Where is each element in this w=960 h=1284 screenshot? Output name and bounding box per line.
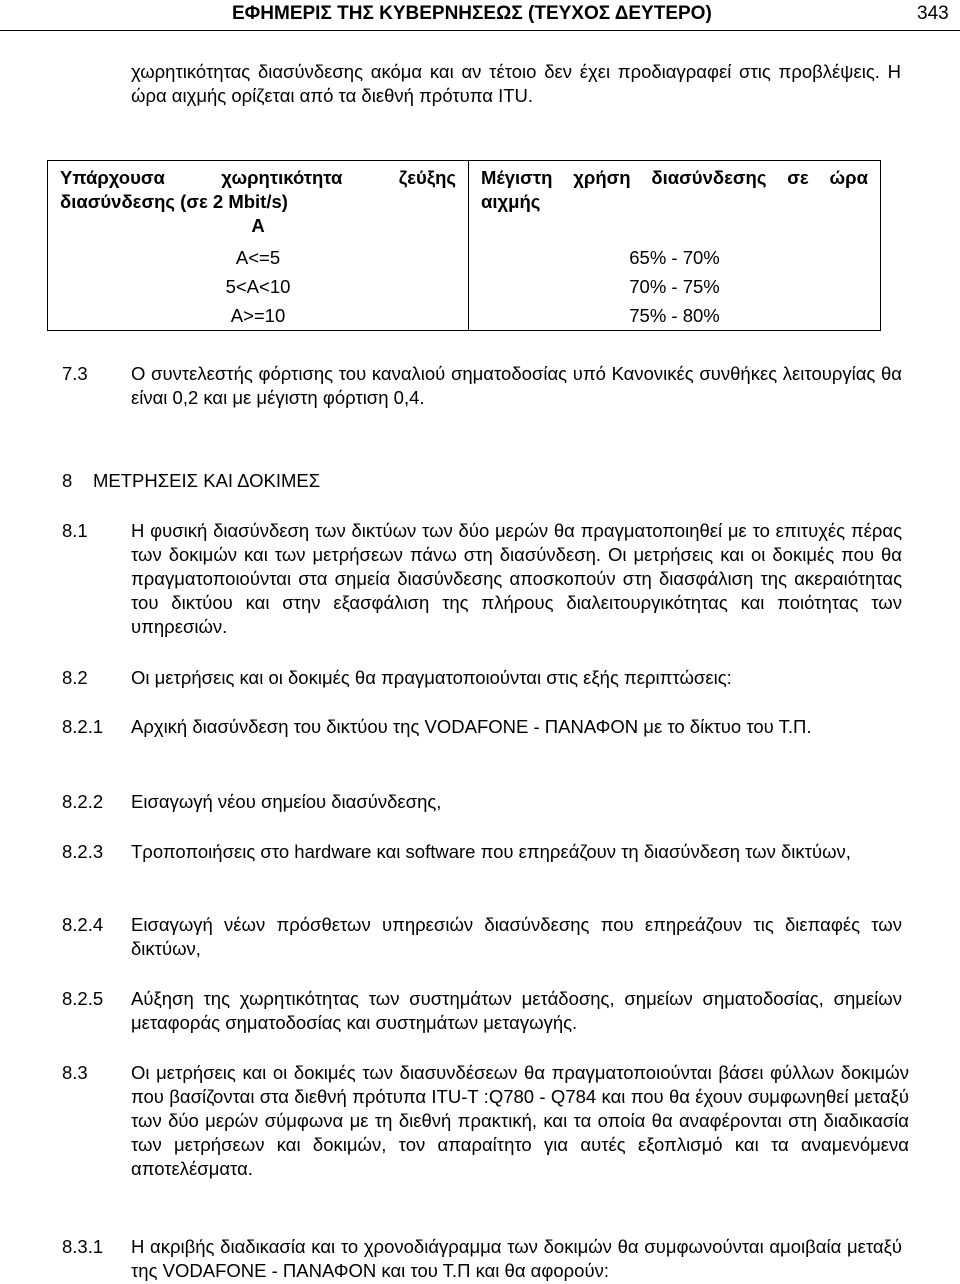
clause-text: Τροποποιήσεις στο hardware και software που επηρεάζουν τη διασύνδεση των δικτύων,: [131, 841, 851, 862]
clause-8-2-2: [62, 790, 902, 814]
clause-8-3-1: [62, 1235, 902, 1283]
section-title: ΜΕΤΡΗΣΕΙΣ ΚΑΙ ΔΟΚΙΜΕΣ: [93, 470, 321, 491]
capacity-header-symbol: A: [251, 215, 265, 236]
usage-table: [47, 160, 881, 331]
clause-text: Η φυσική διασύνδεση των δικτύων των δύο μερών θα πραγματοποιηθεί με το επιτυχές πέρας των δοκιμών και των μετρήσεων πάνω στη διασύνδεση. Οι μετρήσεις και οι δοκιμές που θα πραγματοποιούνται στα σημεία διασύνδεσης αποσκοπούν στη διασφάλιση της ακεραιότητας του δικτύου και στην εξασφάλιση της πλήρους διαλειτουργικότητας και ποιότητας των υπηρεσιών.: [131, 520, 902, 637]
section-8-heading: [62, 469, 320, 493]
clause-text: Οι μετρήσεις και οι δοκιμές των διασυνδέσεων θα πραγματοποιούνται βάσει φύλλων δοκιμών που βασίζονται στα διεθνή πρότυπα ITU-T :Q780 - Q784 και που θα έχουν συμφωνηθεί μεταξύ των δύο μερών σύμφωνα με τη διεθνή πρακτική, και τα οποία θα αναφέρονται στη διαδικασία των μετρήσεων και δοκιμών, τον απαραίτητο για αυτές εξοπλισμό και τα αναμενόμενα αποτελέσματα.: [131, 1062, 909, 1179]
usage-cell: 65% - 70%: [469, 243, 881, 272]
clause-number: 8.3.1: [62, 1236, 104, 1257]
clause-number: 8.2.4: [62, 914, 104, 935]
table-row: [48, 243, 881, 272]
usage-cell: 70% - 75%: [469, 272, 881, 301]
clause-7-3: [62, 362, 902, 410]
clause-number: 8.2.5: [62, 988, 104, 1009]
capacity-header: Υπάρχουσα χωρητικότητα ζεύξης διασύνδεσης (σε 2 Mbit/s): [60, 167, 456, 212]
clause-text: Αρχική διασύνδεση του δικτύου της VODAFONE - ΠΑΝΑΦΟΝ με το δίκτυο του Τ.Π.: [131, 716, 812, 737]
clause-8-2-4: [62, 913, 902, 961]
clause-number: 8.1: [62, 520, 88, 541]
clause-8-2-3: [62, 840, 902, 864]
clause-text: Οι μετρήσεις και οι δοκιμές θα πραγματοποιούνται στις εξής περιπτώσεις:: [131, 667, 732, 688]
capacity-cell: A>=10: [48, 301, 469, 331]
clause-text: Η ακριβής διαδικασία και το χρονοδιάγραμμα των δοκιμών θα συμφωνούνται αμοιβαία μεταξύ της VODAFONE - ΠΑΝΑΦΟΝ και του Τ.Π και θα αφορούν:: [131, 1236, 902, 1281]
usage-cell: 75% - 80%: [469, 301, 881, 331]
capacity-header-cell: [48, 161, 469, 244]
clause-text: Ο συντελεστής φόρτισης του καναλιού σηματοδοσίας υπό Κανονικές συνθήκες λειτουργίας θα είναι 0,2 και με μέγιστη φόρτιση 0,4.: [131, 363, 902, 408]
clause-8-3: [62, 1061, 909, 1181]
clause-number: 7.3: [62, 363, 88, 384]
table-header-row: [48, 161, 881, 244]
clause-text: Εισαγωγή νέων πρόσθετων υπηρεσιών διασύνδεσης που επηρεάζουν τις διεπαφές των δικτύων,: [131, 914, 902, 959]
clause-number: 8.2: [62, 667, 88, 688]
clause-number: 8.2.2: [62, 791, 104, 812]
usage-header-cell: [469, 161, 881, 244]
clause-8-2-5: [62, 987, 902, 1035]
clause-text: Εισαγωγή νέου σημείου διασύνδεσης,: [131, 791, 442, 812]
capacity-cell: 5<A<10: [48, 272, 469, 301]
clause-number: 8.2.3: [62, 841, 104, 862]
capacity-cell: A<=5: [48, 243, 469, 272]
clause-text: Αύξηση της χωρητικότητας των συστημάτων μετάδοσης, σημείων σηματοδοσίας, σημείων μεταφοράς σηματοδοσίας και συστημάτων μεταγωγής.: [131, 988, 902, 1033]
gazette-title: ΕΦΗΜΕΡΙΣ ΤΗΣ ΚΥΒΕΡΝΗΣΕΩΣ (ΤΕΥΧΟΣ ΔΕΥΤΕΡΟ): [232, 3, 712, 24]
clause-8-1: [62, 519, 902, 639]
clause-8-2: [62, 666, 902, 690]
usage-header: Μέγιστη χρήση διασύνδεσης σε ώρα αιχμής: [481, 167, 868, 212]
clause-8-2-1: [62, 715, 902, 739]
table-row: [48, 301, 881, 331]
header-divider: [0, 30, 960, 31]
clause-number: 8.3: [62, 1062, 88, 1083]
clause-number: 8.2.1: [62, 716, 104, 737]
section-number: 8: [62, 470, 73, 491]
page-number: 343: [917, 3, 949, 24]
table-row: [48, 272, 881, 301]
intro-paragraph: χωρητικότητας διασύνδεσης ακόμα και αν τέτοιο δεν έχει προδιαγραφεί στις προβλέψεις. Η ώρα αιχμής ορίζεται από τα διεθνή πρότυπα ITU.: [131, 61, 901, 106]
page-header: [0, 0, 960, 28]
